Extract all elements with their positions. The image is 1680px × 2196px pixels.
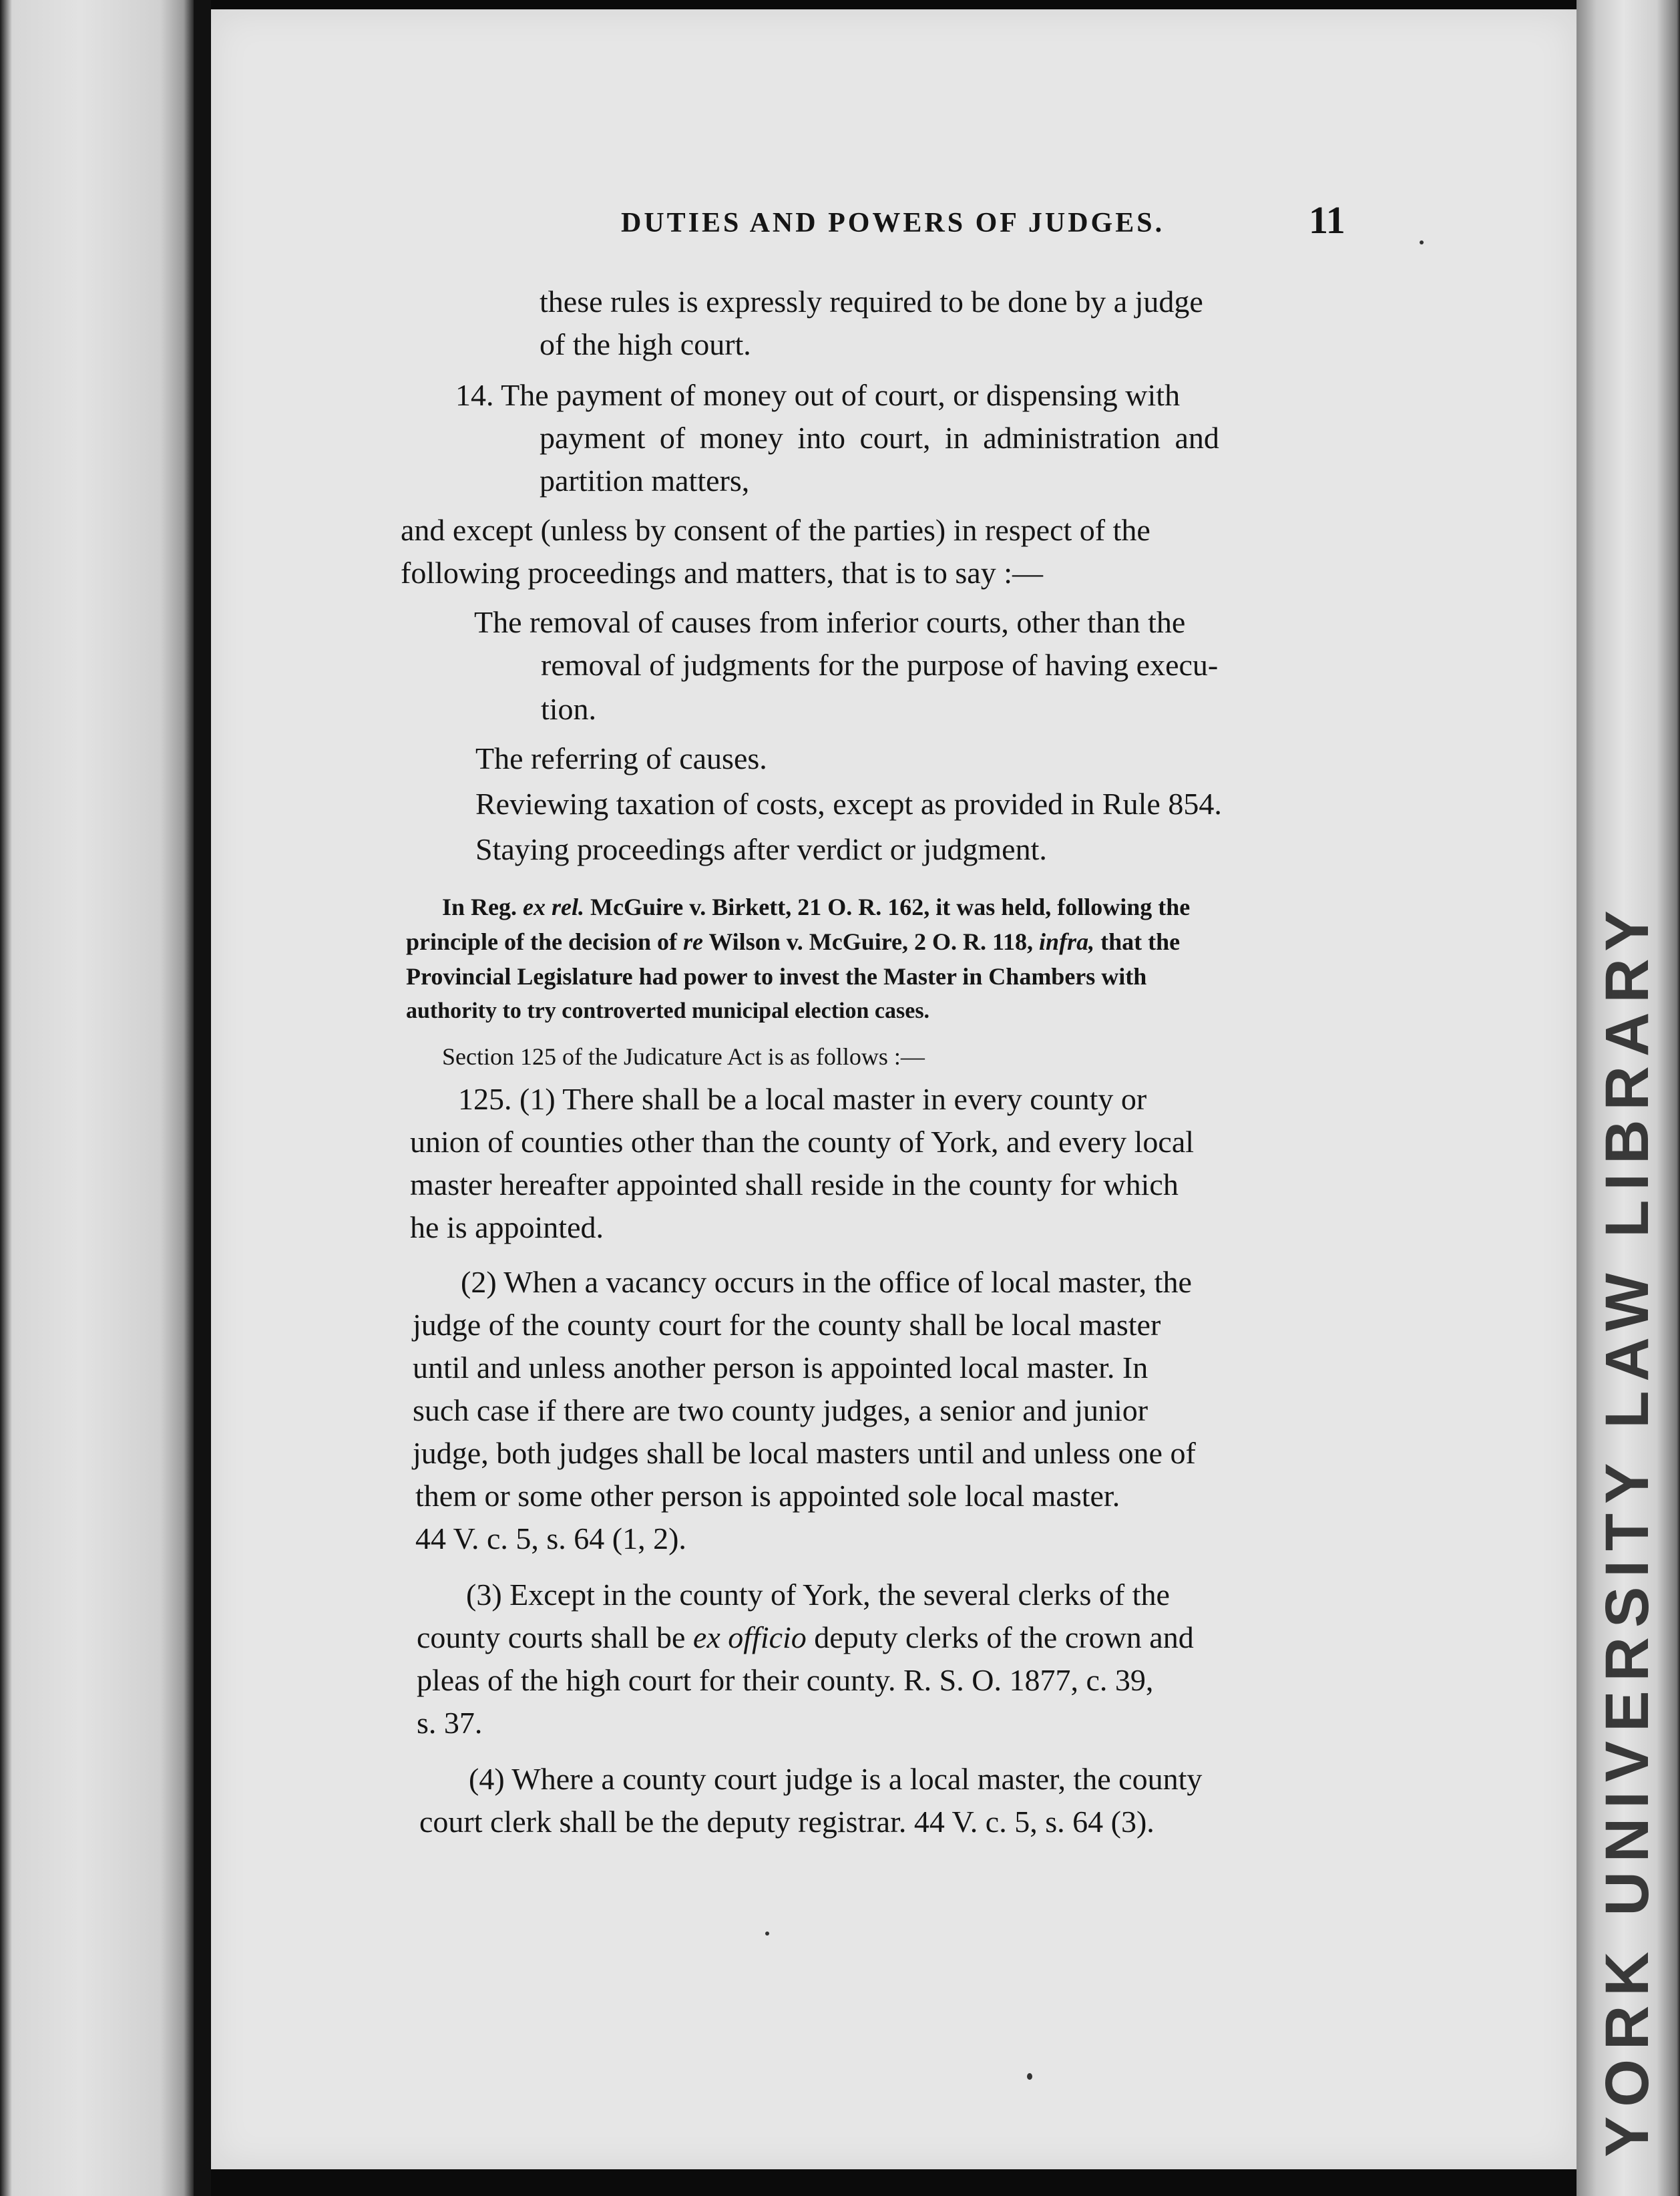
section-line: until and unless another person is appointed local master. In (413, 1350, 1148, 1385)
section-line: judge of the county court for the county shall be local master (413, 1308, 1161, 1342)
text-line: payment of money into court, in administration and (540, 421, 1219, 455)
text-line: of the high court. (540, 327, 751, 361)
spine-label: YORK UNIVERSITY LAW LIBRARY (1593, 901, 1661, 2157)
text-line: 14. The payment of money out of court, or dispensing with (455, 378, 1181, 412)
speck (765, 1932, 769, 1936)
section-line: (3) Except in the county of York, the several clerks of the (466, 1578, 1170, 1612)
section-line: master hereafter appointed shall reside in the county for which (410, 1167, 1179, 1202)
speck (1420, 240, 1424, 244)
page-number: 11 (1309, 198, 1345, 242)
note-line: Provincial Legislature had power to invest the Master in Chambers with (406, 963, 1147, 990)
note-line: In Reg. ex rel. McGuire v. Birkett, 21 O. R. 162, it was held, following the (442, 894, 1191, 920)
text-line: these rules is expressly required to be done by a judge (540, 285, 1203, 319)
section-line: county courts shall be ex officio deputy clerks of the crown and (417, 1620, 1194, 1654)
speck (1027, 2073, 1032, 2080)
section-line: pleas of the high court for their county. R. S. O. 1877, c. 39, (417, 1663, 1154, 1697)
section-line: such case if there are two county judges, a senior and junior (413, 1393, 1148, 1427)
note-line: authority to try controverted municipal election cases. (406, 998, 930, 1023)
running-head: DUTIES AND POWERS OF JUDGES. (621, 208, 1165, 238)
text-line: partition matters, (540, 464, 750, 498)
text-line: The referring of causes. (475, 741, 767, 775)
left-page-edge (0, 0, 194, 2196)
section-line: (4) Where a county court judge is a local master, the county (469, 1762, 1203, 1796)
text-line: Staying proceedings after verdict or judgment. (475, 832, 1047, 866)
text-line: and except (unless by consent of the parties) in respect of the (401, 513, 1150, 547)
section-line: 44 V. c. 5, s. 64 (1, 2). (415, 1521, 686, 1556)
section-line: union of counties other than the county of York, and every local (410, 1125, 1195, 1159)
section-line: he is appointed. (410, 1210, 604, 1244)
text-line: The removal of causes from inferior courts, other than the (474, 605, 1186, 639)
text-line: following proceedings and matters, that is to say :— (401, 556, 1043, 590)
section-line: court clerk shall be the deputy registrar. 44 V. c. 5, s. 64 (3). (419, 1805, 1154, 1839)
section-line: 125. (1) There shall be a local master in every county or (458, 1082, 1147, 1116)
text-line: tion. (541, 692, 597, 726)
note-line: Section 125 of the Judicature Act is as follows :— (442, 1043, 925, 1070)
section-line: (2) When a vacancy occurs in the office of local master, the (461, 1265, 1192, 1299)
section-line: them or some other person is appointed sole local master. (415, 1479, 1120, 1513)
text-line: Reviewing taxation of costs, except as provided in Rule 854. (475, 787, 1222, 821)
gutter (194, 0, 211, 2196)
section-line: s. 37. (417, 1706, 483, 1740)
section-line: judge, both judges shall be local masters until and unless one of (413, 1436, 1196, 1470)
note-line: principle of the decision of re Wilson v. McGuire, 2 O. R. 118, infra, that the (406, 928, 1181, 955)
text-line: removal of judgments for the purpose of having execu- (541, 648, 1219, 682)
